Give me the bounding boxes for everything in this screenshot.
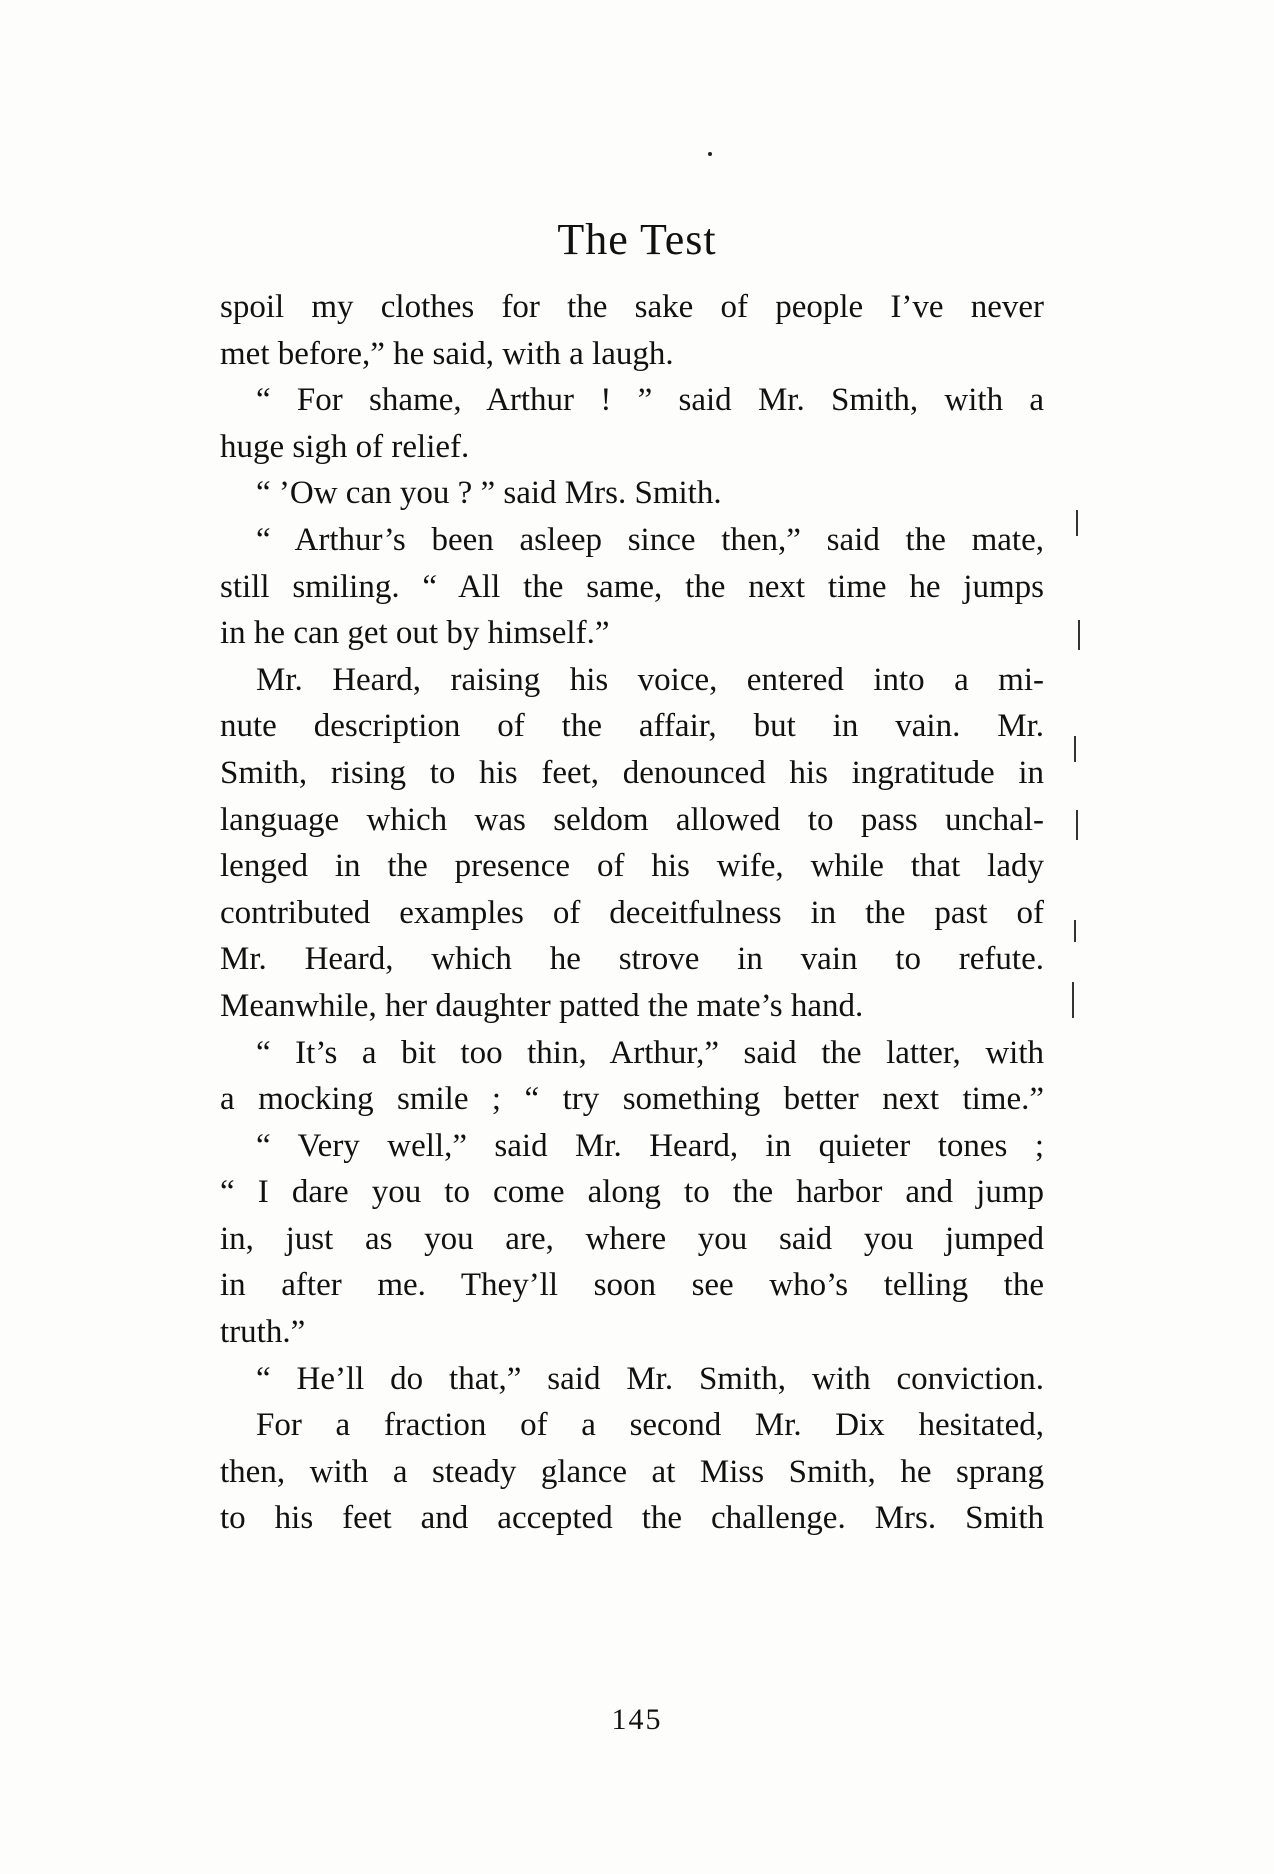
text-line: For a fraction of a second Mr. Dix hesitated, <box>256 1407 1044 1444</box>
text-line: “ For shame, Arthur ! ” said Mr. Smith, with a <box>256 382 1044 419</box>
print-speck <box>708 152 712 156</box>
text-line: in, just as you are, where you said you jumped <box>220 1220 1044 1257</box>
text-line: met before,” he said, with a laugh. <box>220 335 674 372</box>
running-head: The Test <box>557 215 717 264</box>
text-line: “ Very well,” said Mr. Heard, in quieter tones ; <box>256 1127 1044 1164</box>
text-line: Mr. Heard, which he strove in vain to refute. <box>220 941 1044 978</box>
text-line: “ He’ll do that,” said Mr. Smith, with conviction. <box>256 1360 1044 1397</box>
text-line: spoil my clothes for the sake of people I’ve never <box>220 289 1044 325</box>
text-line: Mr. Heard, raising his voice, entered into a mi- <box>256 661 1044 698</box>
text-line: still smiling. “ All the same, the next time he jumps <box>220 568 1044 605</box>
text-line: then, with a steady glance at Miss Smith, he sprang <box>220 1453 1044 1490</box>
text-line: “ It’s a bit too thin, Arthur,” said the latter, with <box>256 1034 1044 1071</box>
text-line: to his feet and accepted the challenge. Mrs. Smith <box>220 1500 1044 1537</box>
text-line: a mocking smile ; “ try something better next time.” <box>220 1081 1044 1118</box>
text-line: in after me. They’ll soon see who’s telling the <box>220 1267 1044 1304</box>
text-line: Smith, rising to his feet, denounced his ingratitude in <box>220 754 1044 791</box>
text-line: contributed examples of deceitfulness in the past of <box>220 894 1044 931</box>
text-line: lenged in the presence of his wife, while that lady <box>220 848 1044 885</box>
body-text <box>220 284 1044 1542</box>
margin-marks <box>1070 510 1090 1070</box>
text-line: Meanwhile, her daughter patted the mate’s hand. <box>220 987 864 1024</box>
page-number: 145 <box>611 1703 663 1736</box>
text-line: truth.” <box>220 1314 306 1351</box>
text-line: “ ’Ow can you ? ” said Mrs. Smith. <box>256 475 722 512</box>
text-line: “ Arthur’s been asleep since then,” said the mate, <box>256 521 1044 558</box>
text-line: huge sigh of relief. <box>220 428 470 465</box>
text-line: “ I dare you to come along to the harbor and jump <box>220 1174 1044 1211</box>
text-line: nute description of the affair, but in vain. Mr. <box>220 708 1044 745</box>
text-line: language which was seldom allowed to pass unchal- <box>220 801 1044 838</box>
text-line: in he can get out by himself.” <box>220 615 610 652</box>
